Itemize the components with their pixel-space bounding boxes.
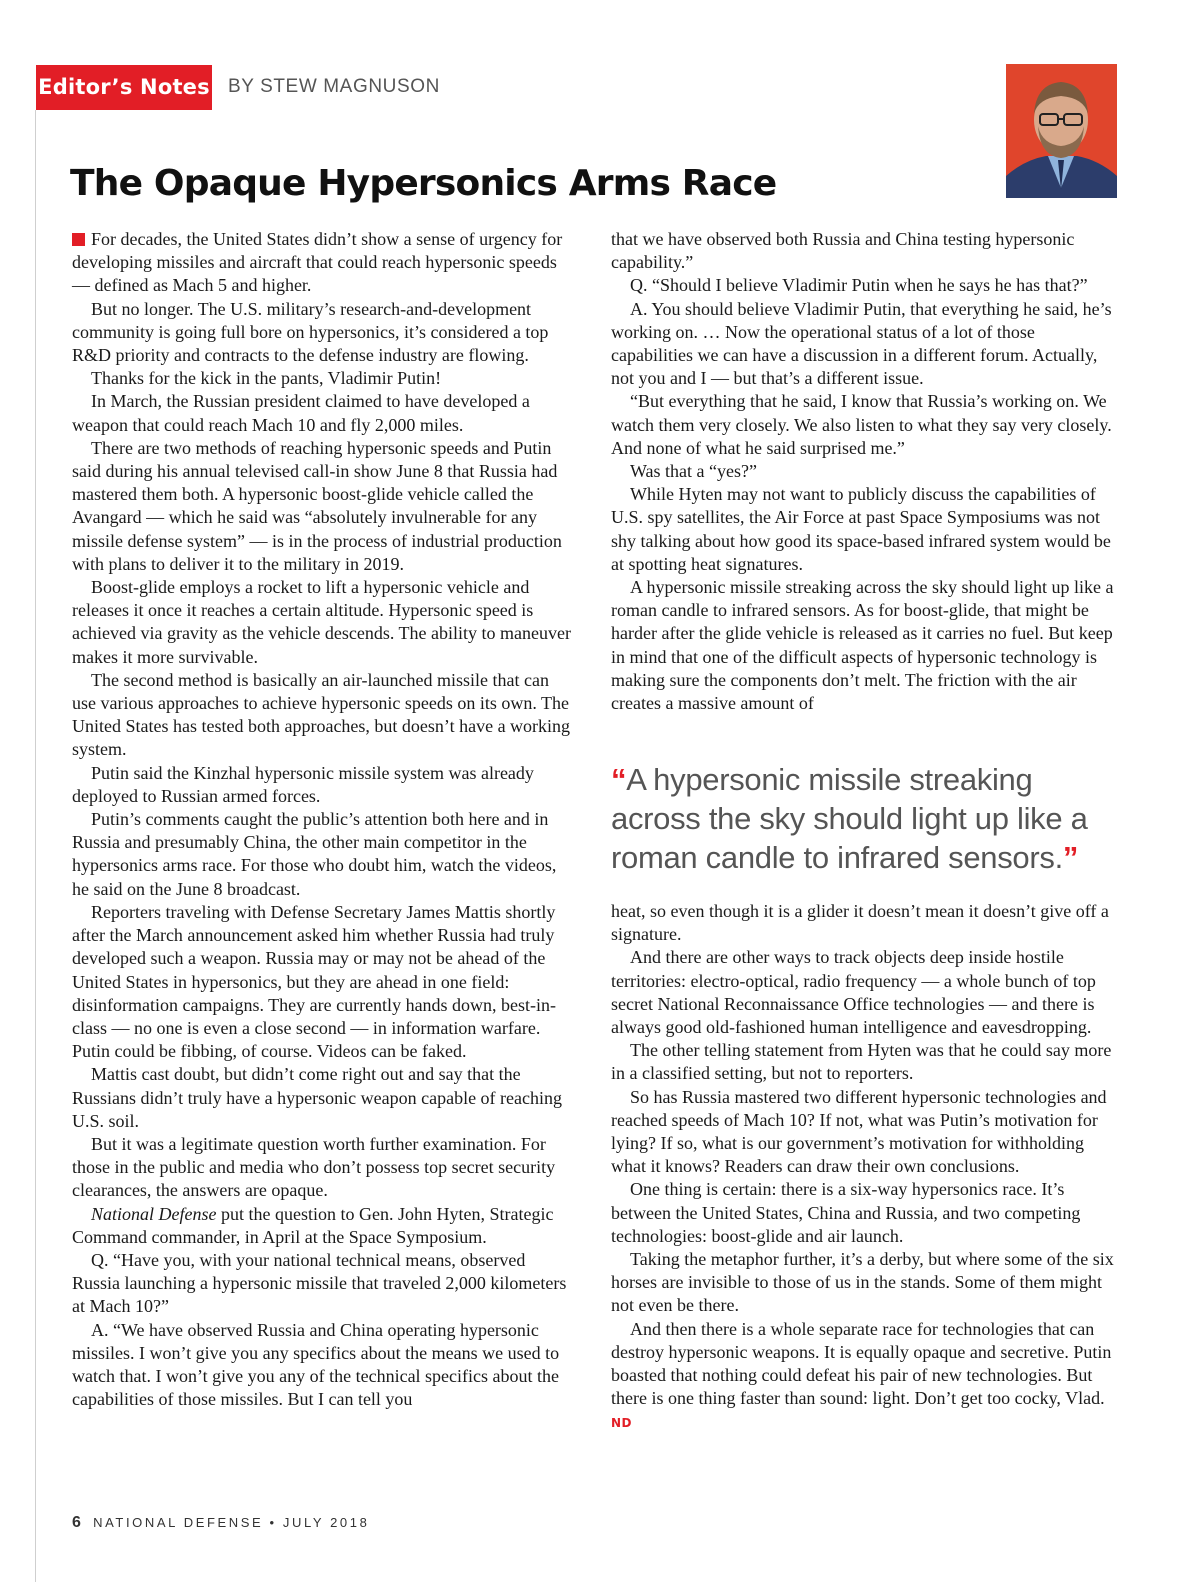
paragraph: Boost-glide employs a rocket to lift a hypersonic vehicle and releases it once it reaches a certain altitude. Hypersonic speed is achieved via gravity as the vehicle descends. The ability to maneuver makes it more survivable. [72,577,571,667]
author-photo [1006,64,1117,198]
article-column-left [72,228,577,1411]
paragraph: “But everything that he said, I know that Russia’s working on. We watch them very closely. We also listen to what they say very closely. And none of what he said surprised me.” [611,391,1112,458]
paragraph: Q. “Should I believe Vladimir Putin when he says he has that?” [630,275,1088,296]
paragraph: And there are other ways to track objects deep inside hostile territories: electro-optical, radio frequency — a whole bunch of top secret National Reconnaissance Office technologies — and there is always good old-fashioned human intelligence and eavesdropping. [611,947,1096,1038]
paragraph: that we have observed both Russia and China testing hypersonic capability.” [611,229,1075,273]
author-portrait-icon [1006,64,1117,198]
paragraph: There are two methods of reaching hypersonic speeds and Putin said during his annual televised call-in show June 8 that Russia had mastered them both. A hypersonic boost-glide vehicle called the Avangard — which he said was “absolutely invulnerable for any missile defense system” — is in the process of industrial production with plans to deliver it to the military in 2019. [72,437,562,574]
left-margin-rule [35,110,36,1582]
lead-text: For decades, the United States didn’t show a sense of urgency for developing missiles and aircraft that could reach hypersonic speeds — defined as Mach 5 and higher. [72,229,563,296]
paragraph [72,1203,577,1249]
paragraph: The second method is basically an air-launched missile that can use various approaches to achieve hypersonic speeds on its own. The United States has tested both approaches, but doesn’t have a working system. [72,669,571,760]
page-footer [72,1514,369,1532]
pull-quote [611,760,1121,877]
paragraph: Putin said the Kinzhal hypersonic missile system was already deployed to Russian armed forces. [72,762,534,806]
issue-date: JULY 2018 [282,1515,370,1530]
publication-name: National Defense [91,1203,217,1224]
paragraph: heat, so even though it is a glider it doesn’t mean it doesn’t give off a signature. [611,901,1109,945]
paragraph: But it was a legitimate question worth further examination. For those in the public and media who don’t possess top secret security clearances, the answers are opaque. [72,1133,556,1201]
paragraph: But no longer. The U.S. military’s research-and-development community is going full bore on hypersonics, it’s considered a top R&D priority and contracts to the defense industry are flowing. [72,298,549,366]
close-quote-icon: ” [1062,840,1079,875]
red-square-icon [72,233,85,246]
article-column-right-top [611,228,1117,715]
lead-paragraph [72,228,577,298]
paragraph: Reporters traveling with Defense Secretary James Mattis shortly after the March announcement asked him whether Russia had truly developed such a weapon. Russia may or may not be ahead of the United States in hypersonics, but they are ahead in one field: disinformation campaigns. They are currently hands down, best-in-class — no one is even a close second — in information warfare. Putin could be fibbing, of course. Videos can be faked. [72,901,557,1062]
paragraph: The other telling statement from Hyten was that he could say more in a classified setting, but not to reporters. [611,1040,1112,1084]
paragraph: Putin’s comments caught the public’s attention both here and in Russia and presumably China, the other main competitor in the hypersonics arms race. For those who doubt him, watch the videos, he said on the June 8 broadcast. [72,809,557,899]
paragraph: Thanks for the kick in the pants, Vladimir Putin! [91,368,442,389]
paragraph: Mattis cast doubt, but didn’t come right out and say that the Russians didn’t truly have a hypersonic weapon capable of reaching U.S. soil. [72,1064,563,1131]
open-quote-icon: “ [611,762,627,797]
paragraph-text: put the question to Gen. John Hyten, Strategic Command commander, in April at the Space Symposium. [72,1203,554,1247]
page-number: 6 [72,1514,81,1531]
paragraph: While Hyten may not want to publicly discuss the capabilities of U.S. spy satellites, the Air Force at past Space Symposiums was not shy talking about how good its space-based infrared system would be at spotting heat signatures. [611,484,1111,574]
headline: The Opaque Hypersonics Arms Race [70,163,777,204]
paragraph: Taking the metaphor further, it’s a derby, but where some of the six horses are invisible to those of us in the stands. Some of them might not even be there. [611,1249,1114,1316]
paragraph: One thing is certain: there is a six-way hypersonics race. It’s between the United States, China and Russia, and two competing technologies: boost-glide and air launch. [611,1179,1081,1246]
byline: BY STEW MAGNUSON [228,76,440,97]
pull-quote-text: A hypersonic missile streaking across the sky should light up like a roman candle to infrared sensors. [611,762,1088,875]
closing-paragraph [611,1318,1117,1436]
paragraph: In March, the Russian president claimed to have developed a weapon that could reach Mach 10 and fly 2,000 miles. [72,391,530,435]
publication-title: NATIONAL DEFENSE [93,1515,264,1530]
paragraph: A. You should believe Vladimir Putin, that everything he said, he’s working on. … Now the operational status of a lot of those capabilities we can have a discussion in a different forum. Actually, not you and I — but that’s a different issue. [611,298,1112,389]
paragraph: A. “We have observed Russia and China operating hypersonic missiles. I won’t give you any specifics about the means we used to watch that. I won’t give you any of the technical specifics about the capabilities of those missiles. But I can tell you [72,1319,560,1410]
paragraph: Was that a “yes?” [630,461,757,482]
article-column-right-bottom [611,900,1117,1436]
paragraph: A hypersonic missile streaking across the sky should light up like a roman candle to infrared sensors. As for boost-glide, that might be harder after the glide vehicle is released as it carries no fuel. But keep in mind that one of the difficult aspects of hypersonic technology is making sure the components don’t melt. The friction with the air creates a massive amount of [611,577,1114,714]
footer-separator: • [269,1515,277,1530]
paragraph: Q. “Have you, with your national technical means, observed Russia launching a hypersonic missile that traveled 2,000 kilometers at Mach 10?” [72,1249,567,1317]
end-mark: ND [611,1416,633,1431]
paragraph: So has Russia mastered two different hypersonic technologies and reached speeds of Mach 10? If not, what was Putin’s motivation for lying? If so, what is our government’s motivation for withholding what it knows? Readers can draw their own conclusions. [611,1086,1107,1177]
section-tag: Editor’s Notes [36,65,212,110]
paragraph-text: And then there is a whole separate race for technologies that can destroy hypersonic weapons. It is equally opaque and secretive. Putin boasted that nothing could defeat his pair of new technologies. But there is one thing faster than sound: light. Don’t get too cocky, Vlad. [611,1318,1112,1409]
